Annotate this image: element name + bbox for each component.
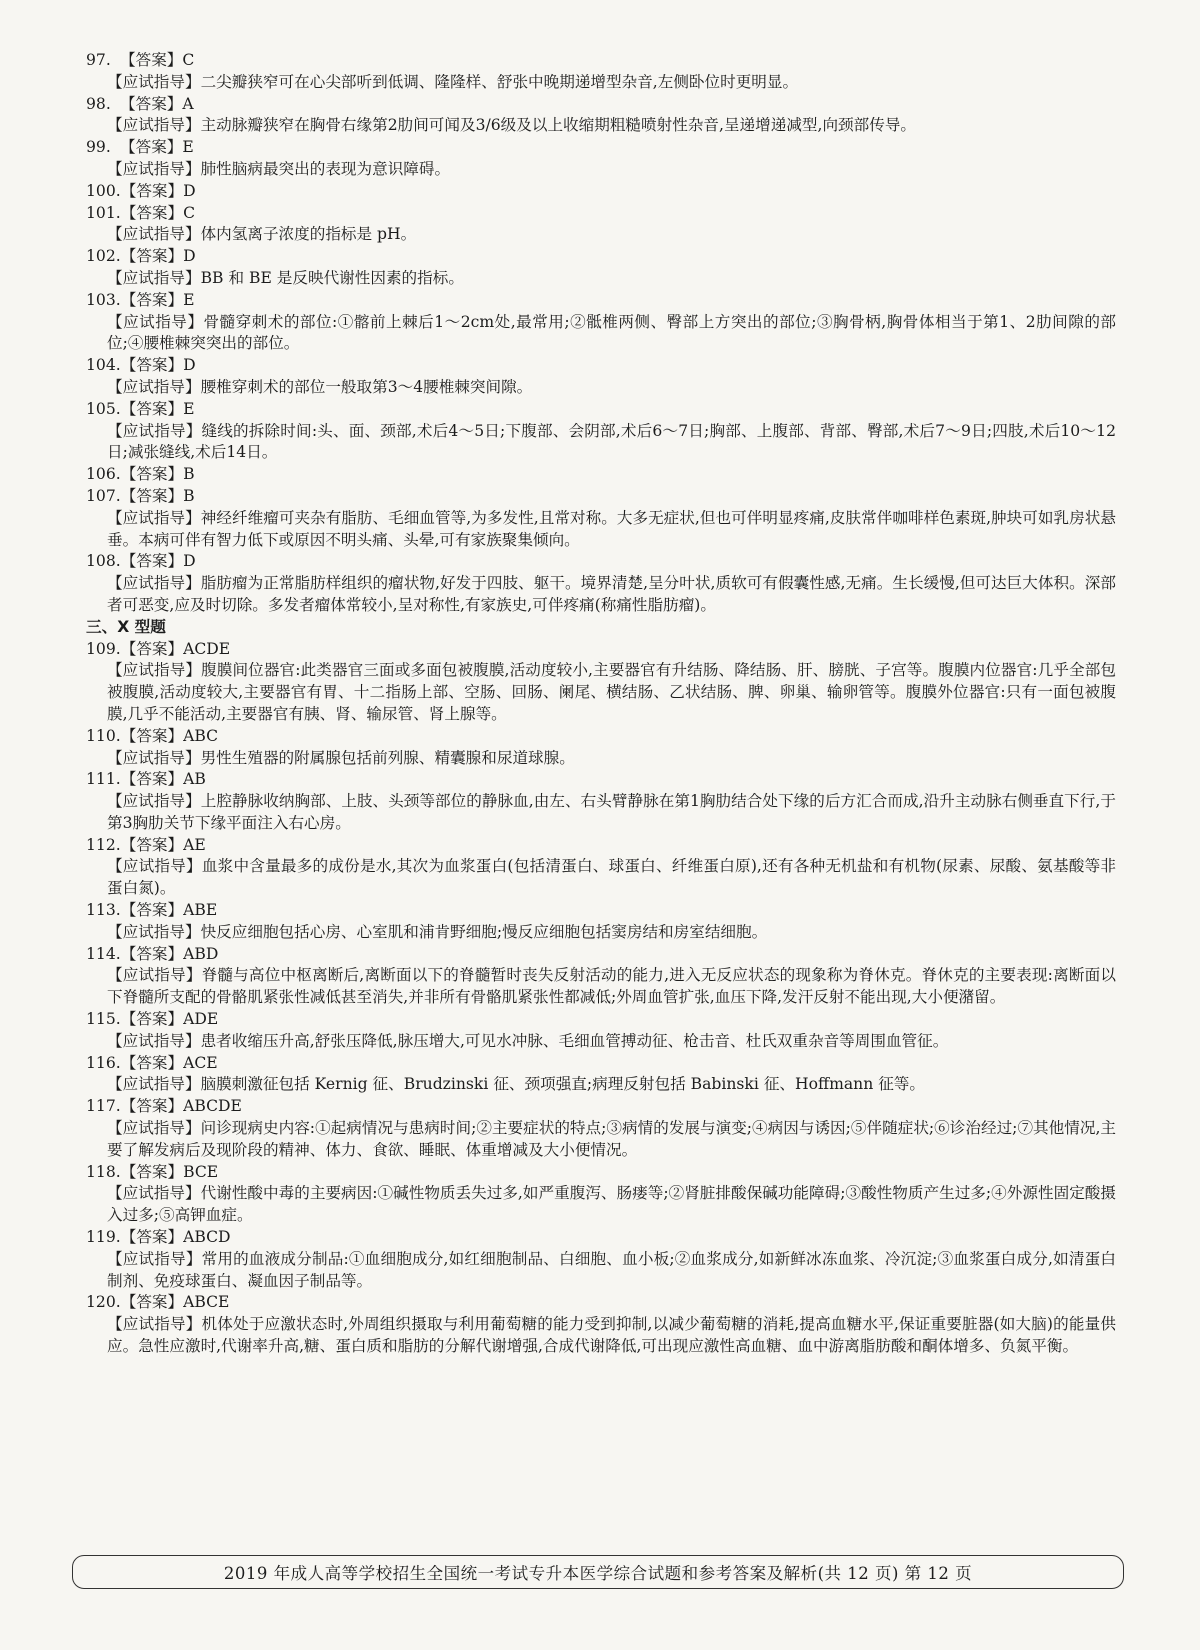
answer-item [86, 486, 1116, 551]
answer-label: 【答案】D [120, 181, 196, 200]
exam-guide: 【应试指导】腰椎穿刺术的部位一般取第3～4腰椎棘突间隙。 [107, 377, 533, 396]
answer-line [86, 464, 1116, 486]
answer-item [86, 1227, 1116, 1292]
answer-item [86, 464, 1116, 486]
exam-guide: 【应试指导】脂肪瘤为正常脂肪样组织的瘤状物,好发于四肢、躯干。境界清楚,呈分叶状,质软可有假囊性感,无痛。生长缓慢,但可达巨大体积。深部者可恶变,应及时切除。多发者瘤体常较小,呈对称性,有家族史,可伴疼痛(称痛性脂肪瘤)。 [107, 574, 1116, 614]
answer-line [86, 355, 1116, 377]
answer-line [86, 399, 1116, 421]
answer-line [86, 944, 1116, 966]
answer-item [86, 1096, 1116, 1161]
exam-guide: 【应试指导】脑膜刺激征包括 Kernig 征、Brudzinski 征、颈项强直;病理反射包括 Babinski 征、Hoffmann 征等。 [107, 1075, 925, 1094]
answer-item [86, 769, 1116, 834]
answer-label: 【答案】D [120, 356, 196, 375]
question-number: 116. [86, 1053, 121, 1072]
question-number: 103. [86, 290, 121, 309]
answer-line [86, 1009, 1116, 1031]
answer-item [86, 1053, 1116, 1097]
answer-label: 【答案】AE [120, 835, 206, 854]
answer-line [86, 1096, 1116, 1118]
question-number: 117. [86, 1097, 121, 1116]
answer-item [86, 50, 1116, 94]
answer-item [86, 94, 1116, 138]
answer-label: 【答案】A [120, 94, 194, 113]
answer-line [86, 835, 1116, 857]
answer-label: 【答案】ABCDE [120, 1097, 242, 1116]
answer-label: 【答案】ADE [120, 1010, 219, 1029]
answer-label: 【答案】B [120, 486, 195, 505]
answer-line [86, 50, 1116, 72]
answer-label: 【答案】E [120, 399, 195, 418]
exam-guide: 【应试指导】肺性脑病最突出的表现为意识障碍。 [107, 159, 451, 178]
exam-guide: 【应试指导】代谢性酸中毒的主要病因:①碱性物质丢失过多,如严重腹泻、肠瘘等;②肾脏排酸保碱功能障碍;③酸性物质产生过多;④外源性固定酸摄入过多;⑤高钾血症。 [107, 1184, 1116, 1225]
exam-guide: 【应试指导】脊髓与高位中枢离断后,离断面以下的脊髓暂时丧失反射活动的能力,进入无反应状态的现象称为脊休克。脊休克的主要表现:离断面以下脊髓所支配的骨骼肌紧张性减低甚至消失,并非所有骨骼肌紧张性都减低;外周血管扩张,血压下降,发汗反射不能出现,大小便潴留。 [107, 966, 1116, 1007]
exam-guide: 【应试指导】主动脉瓣狭窄在胸骨右缘第2肋间可闻及3/6级及以上收缩期粗糙喷射性杂音,呈递增递减型,向颈部传导。 [107, 116, 917, 135]
answer-label: 【答案】ABCE [120, 1293, 230, 1312]
answer-line [86, 94, 1116, 116]
answer-label: 【答案】ACDE [120, 639, 231, 658]
question-number: 102. [86, 247, 121, 266]
question-number: 97. [86, 51, 111, 69]
answer-label: 【答案】ABCD [120, 1228, 231, 1247]
exam-guide: 【应试指导】快反应细胞包括心房、心室肌和浦肯野细胞;慢反应细胞包括窦房结和房室结细胞。 [107, 922, 768, 941]
exam-guide: 【应试指导】血浆中含量最多的成份是水,其次为血浆蛋白(包括清蛋白、球蛋白、纤维蛋白原),还有各种无机盐和有机物(尿素、尿酸、氨基酸等非蛋白氮)。 [107, 857, 1116, 898]
exam-guide: 【应试指导】缝线的拆除时间:头、面、颈部,术后4～5日;下腹部、会阴部,术后6～7日;胸部、上腹部、背部、臀部,术后7～9日;四肢,术后10～12日;减张缝线,术后14日。 [107, 421, 1116, 462]
answer-label: 【答案】C [120, 203, 196, 222]
answer-line [86, 246, 1116, 268]
answer-line [86, 726, 1116, 748]
answer-label: 【答案】D [120, 552, 196, 571]
answer-item [86, 639, 1116, 726]
answer-line [86, 203, 1116, 225]
question-number: 120. [86, 1293, 121, 1312]
question-number: 105. [86, 399, 121, 418]
exam-guide: 【应试指导】问诊现病史内容:①起病情况与患病时间;②主要症状的特点;③病情的发展与演变;④病因与诱因;⑤伴随症状;⑥诊治经过;⑦其他情况,主要了解发病后及现阶段的精神、体力、食欲、睡眠、体重增减及大小便情况。 [107, 1119, 1116, 1159]
answer-label: 【答案】D [120, 247, 196, 266]
exam-guide: 【应试指导】男性生殖器的附属腺包括前列腺、精囊腺和尿道球腺。 [107, 748, 575, 767]
answer-list [86, 50, 1116, 1358]
question-number: 101. [86, 203, 121, 222]
question-number: 106. [86, 465, 121, 484]
exam-guide: 【应试指导】体内氢离子浓度的指标是 pH。 [107, 225, 417, 244]
answer-line [86, 1292, 1116, 1314]
exam-guide: 【应试指导】二尖瓣狭窄可在心尖部听到低调、隆隆样、舒张中晚期递增型杂音,左侧卧位时更明显。 [107, 72, 799, 91]
exam-guide: 【应试指导】神经纤维瘤可夹杂有脂肪、毛细血管等,为多发性,且常对称。大多无症状,但也可伴明显疼痛,皮肤常伴咖啡样色素斑,肿块可如乳房状悬垂。本病可伴有智力低下或原因不明头痛、头晕,可有家族聚集倾向。 [107, 508, 1116, 549]
answer-item [86, 1292, 1116, 1357]
answer-line [86, 900, 1116, 922]
answer-item [86, 181, 1116, 203]
answer-label: 【答案】ABE [120, 901, 218, 920]
answer-label: 【答案】E [120, 138, 194, 157]
question-number: 115. [86, 1010, 121, 1029]
answer-item [86, 355, 1116, 399]
answer-item [86, 726, 1116, 770]
exam-guide: 【应试指导】患者收缩压升高,舒张压降低,脉压增大,可见水冲脉、毛细血管搏动征、枪击音、杜氏双重杂音等周围血管征。 [107, 1031, 949, 1050]
exam-guide: 【应试指导】上腔静脉收纳胸部、上肢、头颈等部位的静脉血,由左、右头臂静脉在第1胸肋结合处下缘的后方汇合而成,沿升主动脉右侧垂直下行,于第3胸肋关节下缘平面注入右心房。 [107, 792, 1116, 832]
section-title: 三、X 型题 [86, 617, 166, 636]
exam-guide: 【应试指导】常用的血液成分制品:①血细胞成分,如红细胞制品、白细胞、血小板;②血浆成分,如新鲜冰冻血浆、冷沉淀;③血浆蛋白成分,如清蛋白制剂、免疫球蛋白、凝血因子制品等。 [107, 1249, 1116, 1290]
answer-line [86, 769, 1116, 791]
answer-label: 【答案】ABD [120, 944, 219, 963]
question-number: 118. [86, 1162, 121, 1181]
question-number: 98. [86, 94, 111, 113]
exam-guide: 【应试指导】腹膜间位器官:此类器官三面或多面包被腹膜,活动度较小,主要器官有升结肠、降结肠、肝、膀胱、子宫等。腹膜内位器官:几乎全部包被腹膜,活动度较大,主要器官有胃、十二指肠上部、空肠、回肠、阑尾、横结肠、乙状结肠、脾、卵巢、输卵管等。腹膜外位器官:只有一面包被腹膜,几乎不能活动,主要器官有胰、肾、输尿管、肾上腺等。 [107, 661, 1116, 723]
answer-line [86, 181, 1116, 203]
answer-item [86, 246, 1116, 290]
question-number: 112. [86, 835, 121, 854]
answer-line [86, 1053, 1116, 1075]
answer-item [86, 900, 1116, 944]
answer-label: 【答案】ACE [120, 1053, 218, 1072]
answer-item [86, 1009, 1116, 1053]
answer-item [86, 137, 1116, 181]
answer-label: 【答案】BCE [120, 1162, 219, 1181]
question-number: 111. [86, 770, 121, 789]
exam-guide: 【应试指导】BB 和 BE 是反映代谢性因素的指标。 [107, 268, 464, 287]
answer-line [86, 639, 1116, 661]
answer-item [86, 290, 1116, 355]
answer-label: 【答案】E [120, 290, 195, 309]
question-number: 99. [86, 138, 111, 157]
answer-label: 【答案】B [120, 465, 195, 484]
exam-guide: 【应试指导】骨髓穿刺术的部位:①髂前上棘后1～2cm处,最常用;②骶椎两侧、臀部上方突出的部位;③胸骨柄,胸骨体相当于第1、2肋间隙的部位;④腰椎棘突突出的部位。 [107, 312, 1116, 353]
question-number: 110. [86, 726, 121, 745]
answer-item [86, 1162, 1116, 1227]
answer-label: 【答案】AB [120, 770, 206, 789]
answer-label: 【答案】C [120, 51, 195, 69]
question-number: 104. [86, 356, 121, 375]
answer-item [86, 203, 1116, 247]
question-number: 114. [86, 944, 121, 963]
answer-label: 【答案】ABC [120, 726, 219, 745]
question-number: 109. [86, 639, 121, 658]
answer-item [86, 551, 1116, 616]
answer-line [86, 290, 1116, 312]
answer-line [86, 551, 1116, 573]
answer-line [86, 1162, 1116, 1184]
answer-line [86, 1227, 1116, 1249]
answer-item [86, 399, 1116, 464]
answer-line [86, 137, 1116, 159]
question-number: 107. [86, 486, 121, 505]
answer-item [86, 944, 1116, 1009]
question-number: 100. [86, 181, 121, 200]
answer-item [86, 835, 1116, 900]
question-number: 113. [86, 901, 121, 920]
question-number: 108. [86, 552, 121, 571]
answer-line [86, 486, 1116, 508]
page-footer: 2019 年成人高等学校招生全国统一考试专升本医学综合试题和参考答案及解析(共 12 页) 第 12 页 [72, 1555, 1124, 1589]
exam-guide: 【应试指导】机体处于应激状态时,外周组织摄取与利用葡萄糖的能力受到抑制,以减少葡萄糖的消耗,提高血糖水平,保证重要脏器(如大脑)的能量供应。急性应激时,代谢率升高,糖、蛋白质和脂肪的分解代谢增强,合成代谢降低,可出现应激性高血糖、血中游离脂肪酸和酮体增多、负氮平衡。 [107, 1315, 1116, 1356]
question-number: 119. [86, 1228, 121, 1247]
